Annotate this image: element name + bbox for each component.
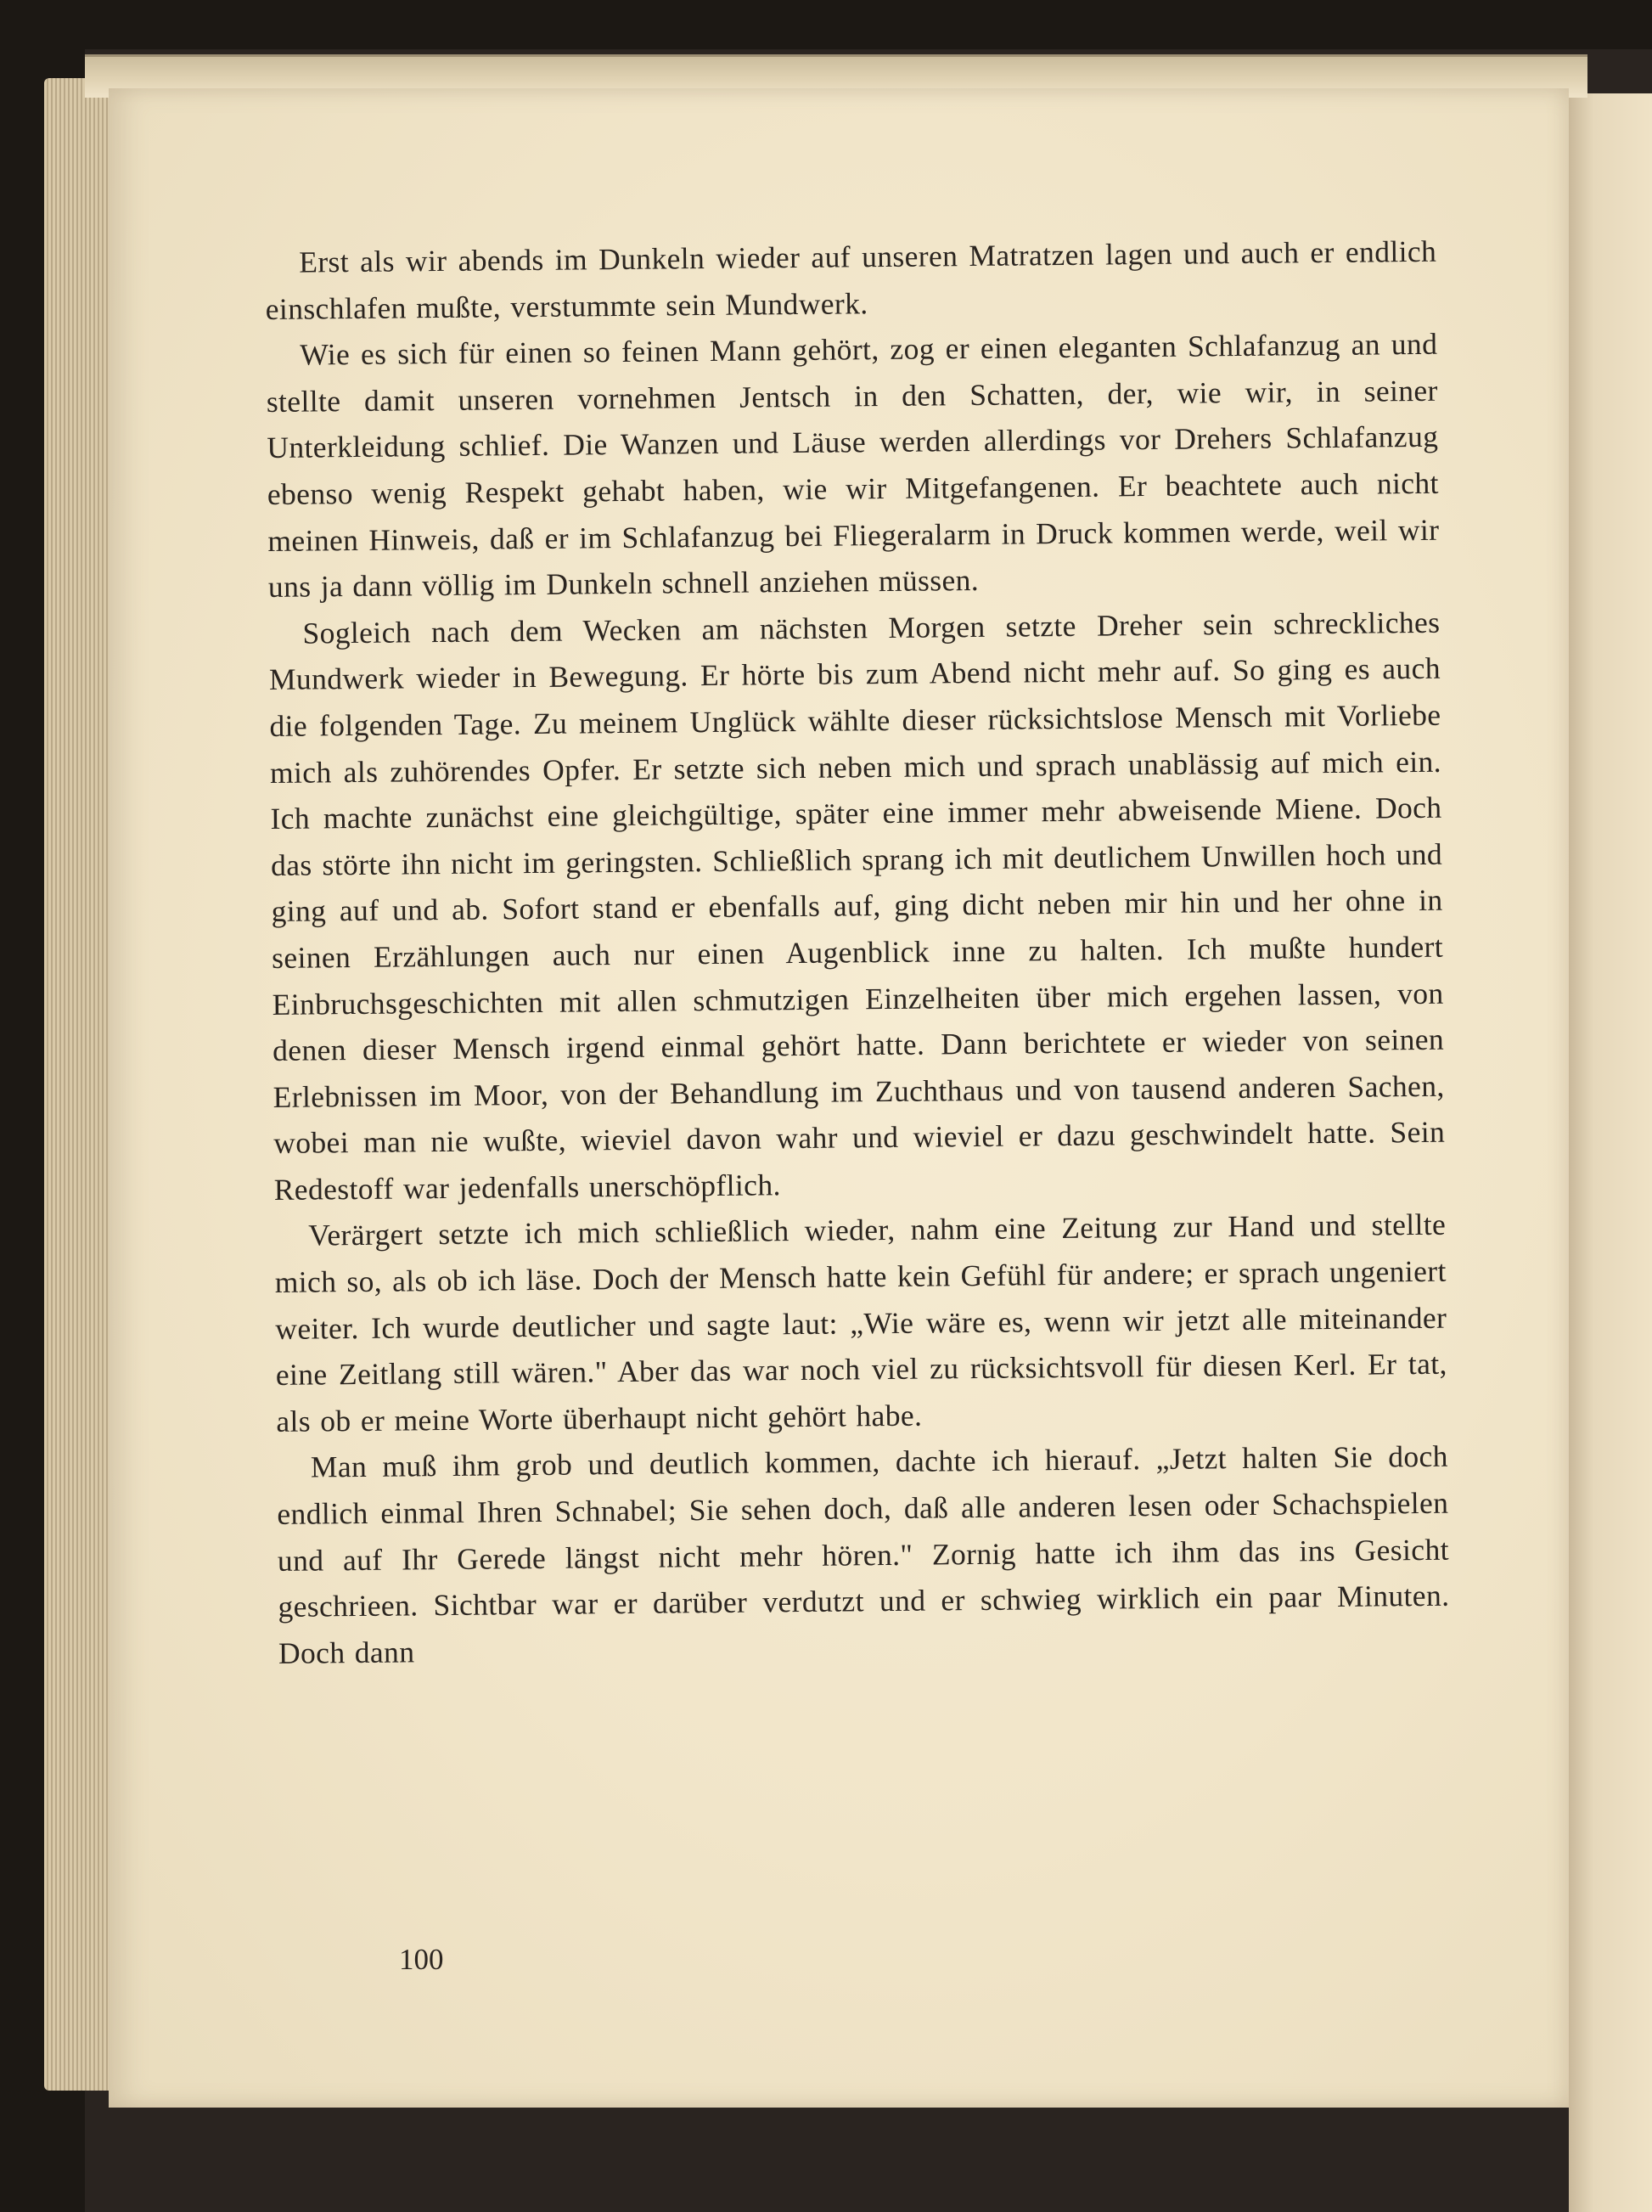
paragraph: Man muß ihm grob und deutlich kommen, dachte ich hierauf. „Jetzt halten Sie doch endlich einmal Ihren Schnabel; Sie sehen doch, daß alle anderen lesen oder Schachspielen und auf Ihr Gerede längst nicht mehr hören." Zornig hatte ich ihm das ins Gesicht geschrieen. Sichtbar war er darüber verdutzt und er schwieg wirklich ein paar Minuten. Doch dann xyxy=(277,1439,1450,1670)
facing-page-edge xyxy=(1569,93,1652,2212)
paragraph: Wie es sich für einen so feinen Mann gehört, zog er einen eleganten Schlafanzug an und stellte damit unseren vornehmen Jentsch in den Schatten, der, wie wir, in seiner Unterkleidung schlief. Die Wanzen und Läuse werden allerdings vor Drehers Schlafanzug ebenso wenig Respekt gehabt haben, wie wir Mitgefangenen. Er beachtete auch nicht meinen Hinweis, daß er im Schlafanzug bei Fliegeralarm in Druck kommen werde, weil wir uns ja dann völlig im Dunkeln schnell anziehen müssen. xyxy=(266,326,1440,605)
paragraph: Verärgert setzte ich mich schließlich wieder, nahm eine Zeitung zur Hand und stellte mich so, als ob ich läse. Doch der Mensch hatte kein Gefühl für andere; er sprach ungeniert weiter. Ich wurde deutlicher und sagte laut: „Wie wäre es, wenn wir jetzt alle miteinander eine Zeitlang still wären." Aber das war noch viel zu rücksichtsvoll für diesen Kerl. Er tat, als ob er meine Worte überhaupt nicht gehört habe. xyxy=(274,1207,1447,1438)
page-body-text xyxy=(265,228,1450,1677)
page-number: 100 xyxy=(399,1943,444,1976)
paragraph: Erst als wir abends im Dunkeln wieder auf unseren Matratzen lagen und auch er endlich einschlafen mußte, verstummte sein Mundwerk. xyxy=(265,234,1437,326)
paragraph: Sogleich nach dem Wecken am nächsten Morgen setzte Dreher sein schreckliches Mundwerk wieder in Bewegung. Er hörte bis zum Abend nicht mehr auf. So ging es auch die folgenden Tage. Zu meinem Unglück wählte dieser rücksichtslose Mensch mit Vorliebe mich als zuhörendes Opfer. Er setzte sich neben mich und sprach unablässig auf mich ein. Ich machte zunächst eine gleichgültige, später eine immer mehr abweisende Miene. Doch das störte ihn nicht im geringsten. Schließlich sprang ich mit deutlichem Unwillen hoch und ging auf und ab. Sofort stand er ebenfalls auf, ging dicht neben mir hin und her ohne in seinen Erzählungen auch nur einen Augenblick inne zu halten. Ich mußte hundert Einbruchsgeschichten mit allen schmutzigen Einzelheiten über mich ergehen lassen, von denen dieser Mensch irgend einmal gehört hatte. Dann berichtete er wieder von seinen Erlebnissen im Moor, von der Behandlung im Zuchthaus und von tausend anderen Sachen, wobei man nie wußte, wieviel davon wahr und wieviel er dazu geschwindelt hatte. Sein Redestoff war jedenfalls unerschöpflich. xyxy=(268,605,1446,1207)
page-edges xyxy=(44,78,112,2091)
